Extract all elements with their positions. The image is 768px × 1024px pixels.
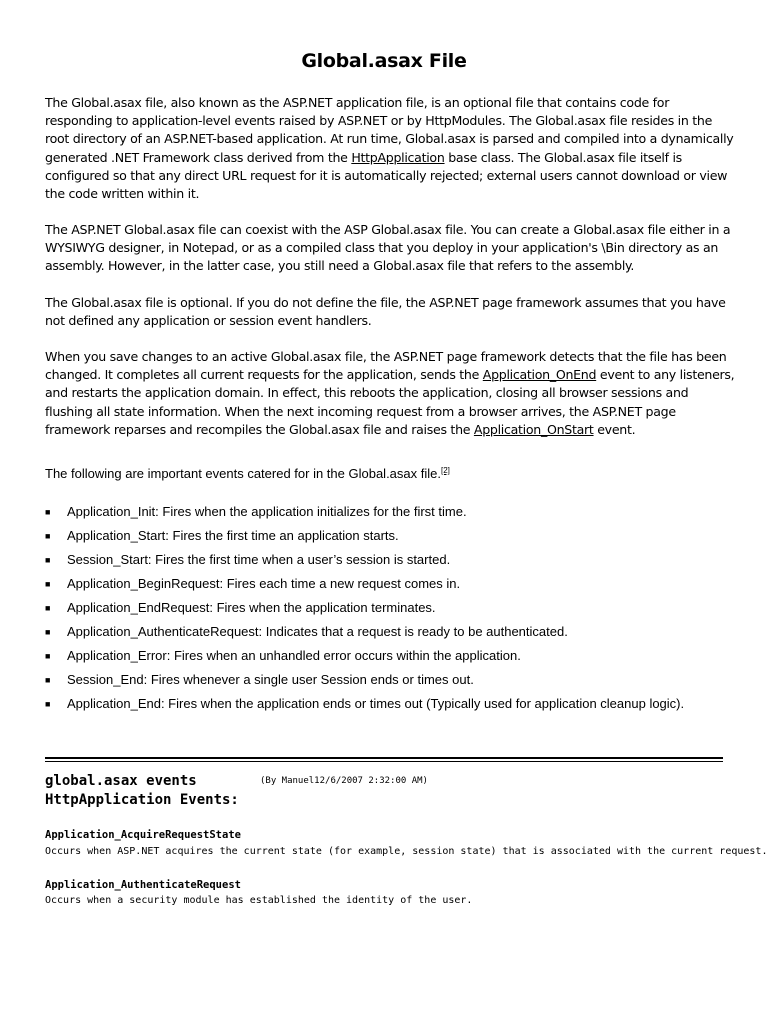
list-item: ■ Application_Init: Fires when the application initializes for the first time.	[45, 501, 725, 523]
optional-paragraph: The Global.asax file is optional. If you do not define the file, the ASP.NET page framework assumes that you have not defined any application or session event handlers.	[45, 295, 726, 329]
events-list	[45, 501, 725, 717]
footnote-reference-link[interactable]: [2]	[441, 466, 450, 475]
list-item: ■ Application_BeginRequest: Fires each time a new request comes in.	[45, 573, 725, 595]
bullet-icon: ■	[45, 579, 51, 589]
httpapplication-link[interactable]: HttpApplication	[351, 149, 445, 165]
intro-paragraph: The Global.asax file, also known as the ASP.NET application file, is an optional file that contains code for responding to application-level events raised by ASP.NET or by HttpModules. The Global.asax file resides in the root directory of an ASP.NET-based application. At run time, Global.asax is parsed and compiled into a dynamically generated .NET Framework class derived from the HttpApplication base class. The Global.asax file itself is configured so that any direct URL request for it is automatically rejected; external users cannot download or view the code written within it.	[45, 95, 734, 202]
application-onend-link[interactable]: Application_OnEnd	[482, 367, 597, 383]
application-onstart-link[interactable]: Application_OnStart	[473, 421, 594, 437]
article-heading: global.asax events	[45, 773, 197, 789]
bullet-icon: ■	[45, 531, 51, 541]
event-name: Application_AuthenticateRequest	[45, 879, 241, 891]
coexist-paragraph: The ASP.NET Global.asax file can coexist with the ASP Global.asax file. You can create a Global.asax file either in a WYSIWYG designer, in Notepad, or as a compiled class that you deploy in your application's \Bin directory as an assembly. However, in the latter case, you still need a Global.asax file that refers to the assembly.	[45, 222, 731, 274]
list-item: ■ Application_Error: Fires when an unhandled error occurs within the application.	[45, 645, 725, 667]
list-item: ■ Application_EndRequest: Fires when the application terminates.	[45, 597, 725, 619]
page-title: Global.asax File	[301, 50, 467, 72]
section-divider-thin	[45, 761, 723, 762]
list-item: ■ Session_End: Fires whenever a single user Session ends or times out.	[45, 669, 725, 691]
events-intro: The following are important events catered for in the Global.asax file.[2]	[45, 466, 450, 481]
event-description: Occurs when a security module has established the identity of the user.	[45, 895, 473, 906]
list-item: ■ Application_AuthenticateRequest: Indicates that a request is ready to be authenticated.	[45, 621, 725, 643]
bullet-icon: ■	[45, 603, 51, 613]
event-name: Application_AcquireRequestState	[45, 829, 241, 841]
section-divider	[45, 757, 723, 759]
changes-paragraph: When you save changes to an active Global.asax file, the ASP.NET page framework detects that the file has been changed. It completes all current requests for the application, sends the Application_OnEnd event to any listeners, and restarts the application domain. In effect, this reboots the application, closing all browser sessions and flushing all state information. When the next incoming request from a browser arrives, the ASP.NET page framework reparses and recompiles the Global.asax file and raises the Application_OnStart event.	[45, 349, 735, 437]
list-item: ■ Session_Start: Fires the first time when a user’s session is started.	[45, 549, 725, 571]
bullet-icon: ■	[45, 627, 51, 637]
article-byline: (By Manuel12/6/2007 2:32:00 AM)	[260, 776, 428, 786]
bullet-icon: ■	[45, 507, 51, 517]
list-item: ■ Application_Start: Fires the first time an application starts.	[45, 525, 725, 547]
list-item: ■ Application_End: Fires when the application ends or times out (Typically used for application cleanup logic).	[45, 693, 725, 715]
bullet-icon: ■	[45, 555, 51, 565]
article-subheading: HttpApplication Events:	[45, 792, 239, 808]
bullet-icon: ■	[45, 699, 51, 709]
event-description: Occurs when ASP.NET acquires the current state (for example, session state) that is associated with the current request.	[45, 846, 768, 857]
bullet-icon: ■	[45, 675, 51, 685]
bullet-icon: ■	[45, 651, 51, 661]
